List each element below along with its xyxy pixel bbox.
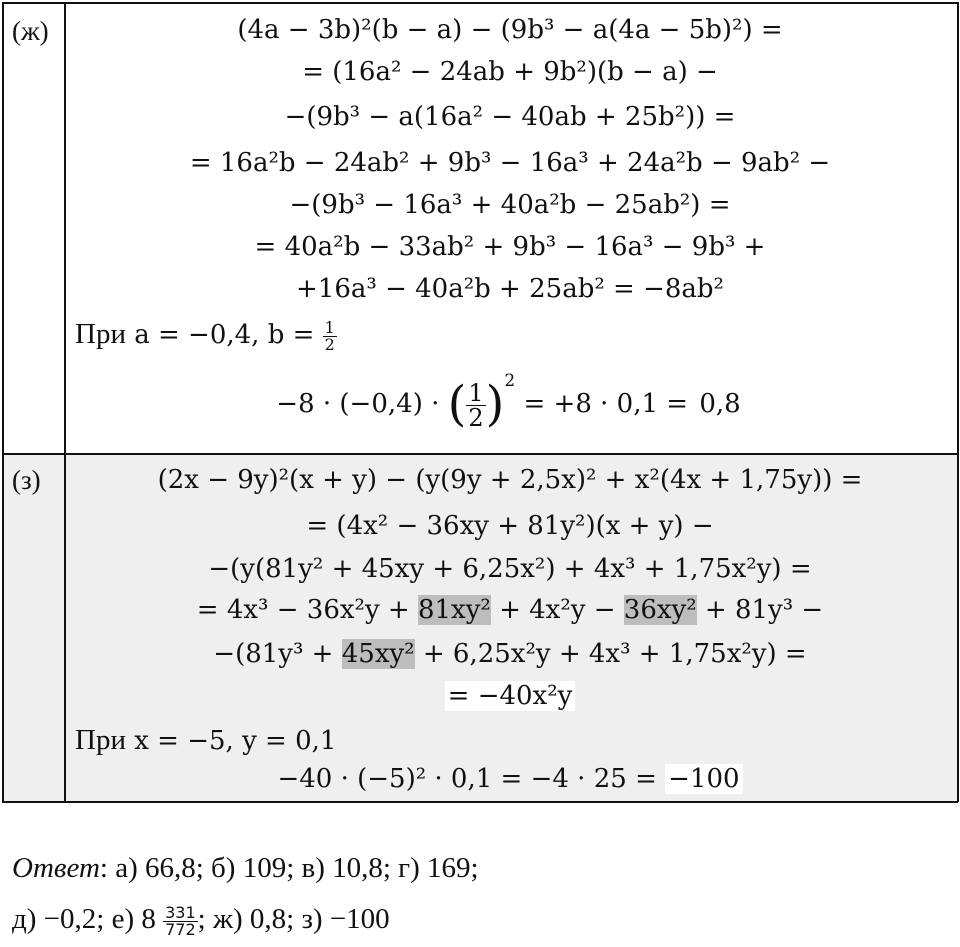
- table-border-left: [2, 2, 4, 802]
- row-zh-calc-exponent: 2: [504, 371, 516, 391]
- row-zh-calc-denominator: 2: [468, 403, 484, 432]
- row-zh-given-denominator: 2: [324, 334, 335, 354]
- row-z-calculation: [64, 766, 956, 792]
- row-zh-label: (ж): [12, 16, 49, 46]
- row-zh-given-prefix: При: [75, 318, 126, 350]
- answer-fraction-denominator: 772: [165, 919, 196, 939]
- row-zh-line1: (4a − 3b)²(b − a) − (9b³ − a(4a − 5b)²) =: [237, 15, 783, 45]
- answer-line1: [12, 852, 479, 885]
- row-zh-line7: +16a³ − 40a²b + 25ab² = −8ab²: [296, 274, 724, 304]
- answer-label: Ответ: [12, 852, 100, 884]
- table-border-right: [957, 2, 959, 802]
- row-z-given-prefix: При: [75, 724, 126, 756]
- row-z-line1: (2x − 9y)²(x + y) − (y(9y + 2,5x)² + x²(4x + 1,75y)) =: [157, 465, 863, 495]
- row-zh-calc-part2: = +8 · 0,1 =: [523, 389, 689, 419]
- row-z-line5: [64, 641, 956, 667]
- answer-line2: [12, 903, 390, 938]
- row-zh-calc-part1: −8 · (−0,4) ·: [276, 389, 440, 419]
- row-z-line4-highlight-2: 36xy²: [623, 595, 697, 625]
- row-zh-given-fraction: [323, 317, 337, 354]
- row-z-line3: −(y(81y² + 45xy + 6,25x²) + 4x³ + 1,75x²y) =: [208, 554, 812, 584]
- row-zh-line2: = (16a² − 24ab + 9b²)(b − a) −: [302, 57, 718, 87]
- row-z-line4-part-b: + 4x²y −: [499, 595, 616, 625]
- row-zh-line4: = 16a²b − 24ab² + 9b³ − 16a³ + 24a²b − 9ab² −: [189, 148, 831, 178]
- row-zh-line3: −(9b³ − a(16a² − 40ab + 25b²)) =: [284, 102, 736, 132]
- row-z-line5-part-a: −(81y³ +: [213, 639, 334, 669]
- row-divider: [2, 453, 958, 455]
- answer-line1-values: : а) 66,8; б) 109; в) 10,8; г) 169;: [99, 852, 479, 884]
- row-z-line5-highlight: 45xy²: [341, 639, 415, 669]
- row-z-line2: = (4x² − 36xy + 81y²)(x + y) −: [306, 511, 714, 541]
- row-z-line4: [64, 597, 956, 623]
- row-z-calc-text: −40 · (−5)² · 0,1 = −4 · 25 =: [277, 764, 657, 794]
- row-z-line5-part-b: + 6,25x²y + 4x³ + 1,75x²y) =: [422, 639, 807, 669]
- row-z-line6-text: = −40x²y: [445, 681, 576, 711]
- row-zh-calc-numerator: 1: [468, 378, 484, 407]
- row-zh-calc-fraction: [466, 378, 485, 432]
- row-z-label: (з): [12, 465, 41, 495]
- table-border-bottom: [2, 801, 958, 803]
- row-z-given-values: x = −5, y = 0,1: [134, 726, 337, 756]
- answer-line2-part-a: д) −0,2; е) 8: [12, 903, 156, 935]
- row-zh-line6: = 40a²b − 33ab² + 9b³ − 16a³ − 9b³ +: [254, 232, 766, 262]
- answer-fraction: [163, 902, 198, 939]
- table-border-top: [2, 2, 958, 4]
- row-zh-line5: −(9b³ − 16a³ + 40a²b − 25ab²) =: [289, 190, 731, 220]
- row-z-line4-part-c: + 81y³ −: [704, 595, 824, 625]
- row-zh-given-values: a = −0,4, b =: [134, 320, 315, 350]
- row-zh-calculation: −8 · (−0,4) · ( $\frac{1}{2}$ )$^2$ = +8 · 0,1 = 0,8: [64, 380, 956, 450]
- row-z-line4-part-a: = 4x³ − 36x²y +: [196, 595, 410, 625]
- row-z-given: [75, 724, 336, 757]
- row-zh-calc-result: 0,8: [696, 389, 743, 419]
- answer-line2-part-b: ; ж) 0,8; з) −100: [197, 903, 390, 935]
- row-z-line4-highlight-1: 81xy²: [417, 595, 491, 625]
- row-z-calc-result: −100: [665, 764, 742, 794]
- row-zh-given-numerator: 1: [324, 317, 335, 337]
- answer-fraction-numerator: 331: [165, 902, 196, 922]
- row-z-line6: [64, 683, 956, 709]
- row-zh-given: [75, 318, 337, 353]
